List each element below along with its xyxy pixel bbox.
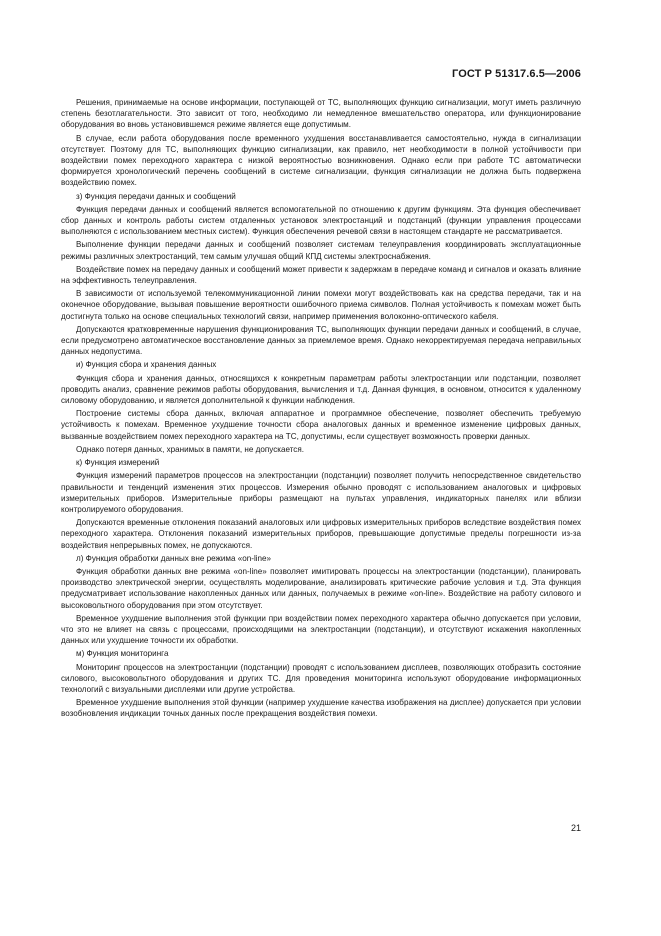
section-heading-i: и) Функция сбора и хранения данных <box>76 360 217 370</box>
paragraph: В зависимости от используемой телекоммуникационной линии помехи могут воздействовать как на средства передачи, так и на оконечное оборудование, вызывая повышение вероятности ошибочного приема символов. Полная устойчивость к помехам может быть достигнута только на основе специальных технологий связи, например применения волоконно-оптического кабеля. <box>61 289 581 321</box>
standard-header: ГОСТ Р 51317.6.5—2006 <box>452 68 581 80</box>
paragraph: Выполнение функции передачи данных и сообщений позволяет системам телеуправления координировать эксплуатационные режимы различных электростанций, тем самым улучшая общий КПД системы электроснабжения. <box>61 240 581 261</box>
paragraph: Мониторинг процессов на электростанции (подстанции) проводят с использованием дисплеев, позволяющих отобразить состояние силового, высоковольтного оборудования и других ТС. Для проведения мониторинга используют оборудование информационных технологий с визуальными дисплеями или другие устройства. <box>61 662 581 694</box>
paragraph: В случае, если работа оборудования после временного ухудшения восстанавливается самостоятельно, нужда в сигнализации отсутствует. Поэтому для ТС, выполняющих функцию сигнализации, как правило, нет необходимости в полной устойчивости при воздействии помех переходного характера с низкой вероятностью возникновения. Однако если при работе ТС автоматически формируется хронологический перечень сообщений в системе сигнализации, функция сигнализации не должна быть подвержена воздействию помех. <box>61 133 581 188</box>
paragraph: Однако потеря данных, хранимых в памяти, не допускается. <box>76 444 304 454</box>
paragraph: Допускаются временные отклонения показаний аналоговых или цифровых измерительных приборов вследствие воздействия помех переходного характера. Отклонения показаний измерительных приборов, превышающие допустимые пределы погрешности из-за воздействия непрерывных помех, не допускаются. <box>61 518 581 550</box>
paragraph: Временное ухудшение выполнения этой функции (например ухудшение качества изображения на дисплее) допускается при условии возобновления индикации точных данных после прекращения воздействия помехи. <box>61 698 581 719</box>
section-heading-z: з) Функция передачи данных и сообщений <box>76 191 236 201</box>
section-heading-m: м) Функция мониторинга <box>76 649 169 659</box>
paragraph: Построение системы сбора данных, включая аппаратное и программное обеспечение, позволяет обеспечить требуемую устойчивость к помехам. Временное ухудшение точности сбора аналоговых данных и временное изменение цифровых данных, вызванные воздействием помех переходного характера на ТС, допустимы, если существует возможность проверки данных. <box>61 409 581 441</box>
paragraph: Решения, принимаемые на основе информации, поступающей от ТС, выполняющих функцию сигнализации, могут иметь различную степень безотлагательности. Это зависит от того, необходимо ли немедленное вмешательство оператора, или функционирование оборудования во вновь установившемся режиме является еще допустимым. <box>61 98 581 130</box>
section-heading-l: л) Функция обработки данных вне режима «on-line» <box>76 553 272 563</box>
section-heading-k: к) Функция измерений <box>76 458 160 468</box>
paragraph: Допускаются кратковременные нарушения функционирования ТС, выполняющих функции передачи данных и сообщений, в случае, если предусмотрено автоматическое восстановление данных за приемлемое время. Однако некорректируемая передача неправильных данных недопустима. <box>61 324 581 357</box>
paragraph: Функция измерений параметров процессов на электростанции (подстанции) позволяет получить непосредственное свидетельство правильности и тенденций изменения этих процессов. Измерения обычно проводят с использованием аналоговых и цифровых измерительных приборов. Измерительные приборы размещают на пультах управления, индикаторных панелях или вблизи контролируемого оборудования. <box>61 471 581 514</box>
paragraph: Функция обработки данных вне режима «on-line» позволяет имитировать процессы на электростанции (подстанции), планировать производство электрической энергии, осуществлять моделирование, анализировать критические рабочие условия и т.д. Эта функция предусматривает использование накопленных данных или данных, получаемых в режиме «on-line». Воздействие на работу силового и высоковольтного оборудования при этом отсутствует. <box>61 566 581 610</box>
paragraph: Воздействие помех на передачу данных и сообщений может привести к задержкам в передаче команд и сигналов и оказать влияние на эффективность телеуправления. <box>61 264 581 286</box>
body-text <box>61 97 581 722</box>
paragraph: Функция передачи данных и сообщений является вспомогательной по отношению к другим функциям. Эта функция обеспечивает сбор данных и контроль работы систем отдаленных установок электростанций и подстанций (функции управления процессами выполняются с использованием местных систем). Функция обеспечения речевой связи в настоящем стандарте не рассматривается. <box>61 204 581 237</box>
paragraph: Временное ухудшение выполнения этой функции при воздействии помех переходного характера обычно допускается при условии, что это не влияет на связь с процессами, происходящими на электростанции (подстанции), и отсутствуют искажения накопленных данных или ухудшение точности их обработки. <box>61 613 581 646</box>
paragraph: Функция сбора и хранения данных, относящихся к конкретным параметрам работы электростанции или подстанции, позволяет проводить анализ, сравнение режимов работы оборудования, вычисления и т.д. Данная функция, в основном, относится к удаленному силовому оборудованию, и является дополнительной к функции наблюдения. <box>61 373 581 406</box>
page-number: 21 <box>570 823 581 833</box>
